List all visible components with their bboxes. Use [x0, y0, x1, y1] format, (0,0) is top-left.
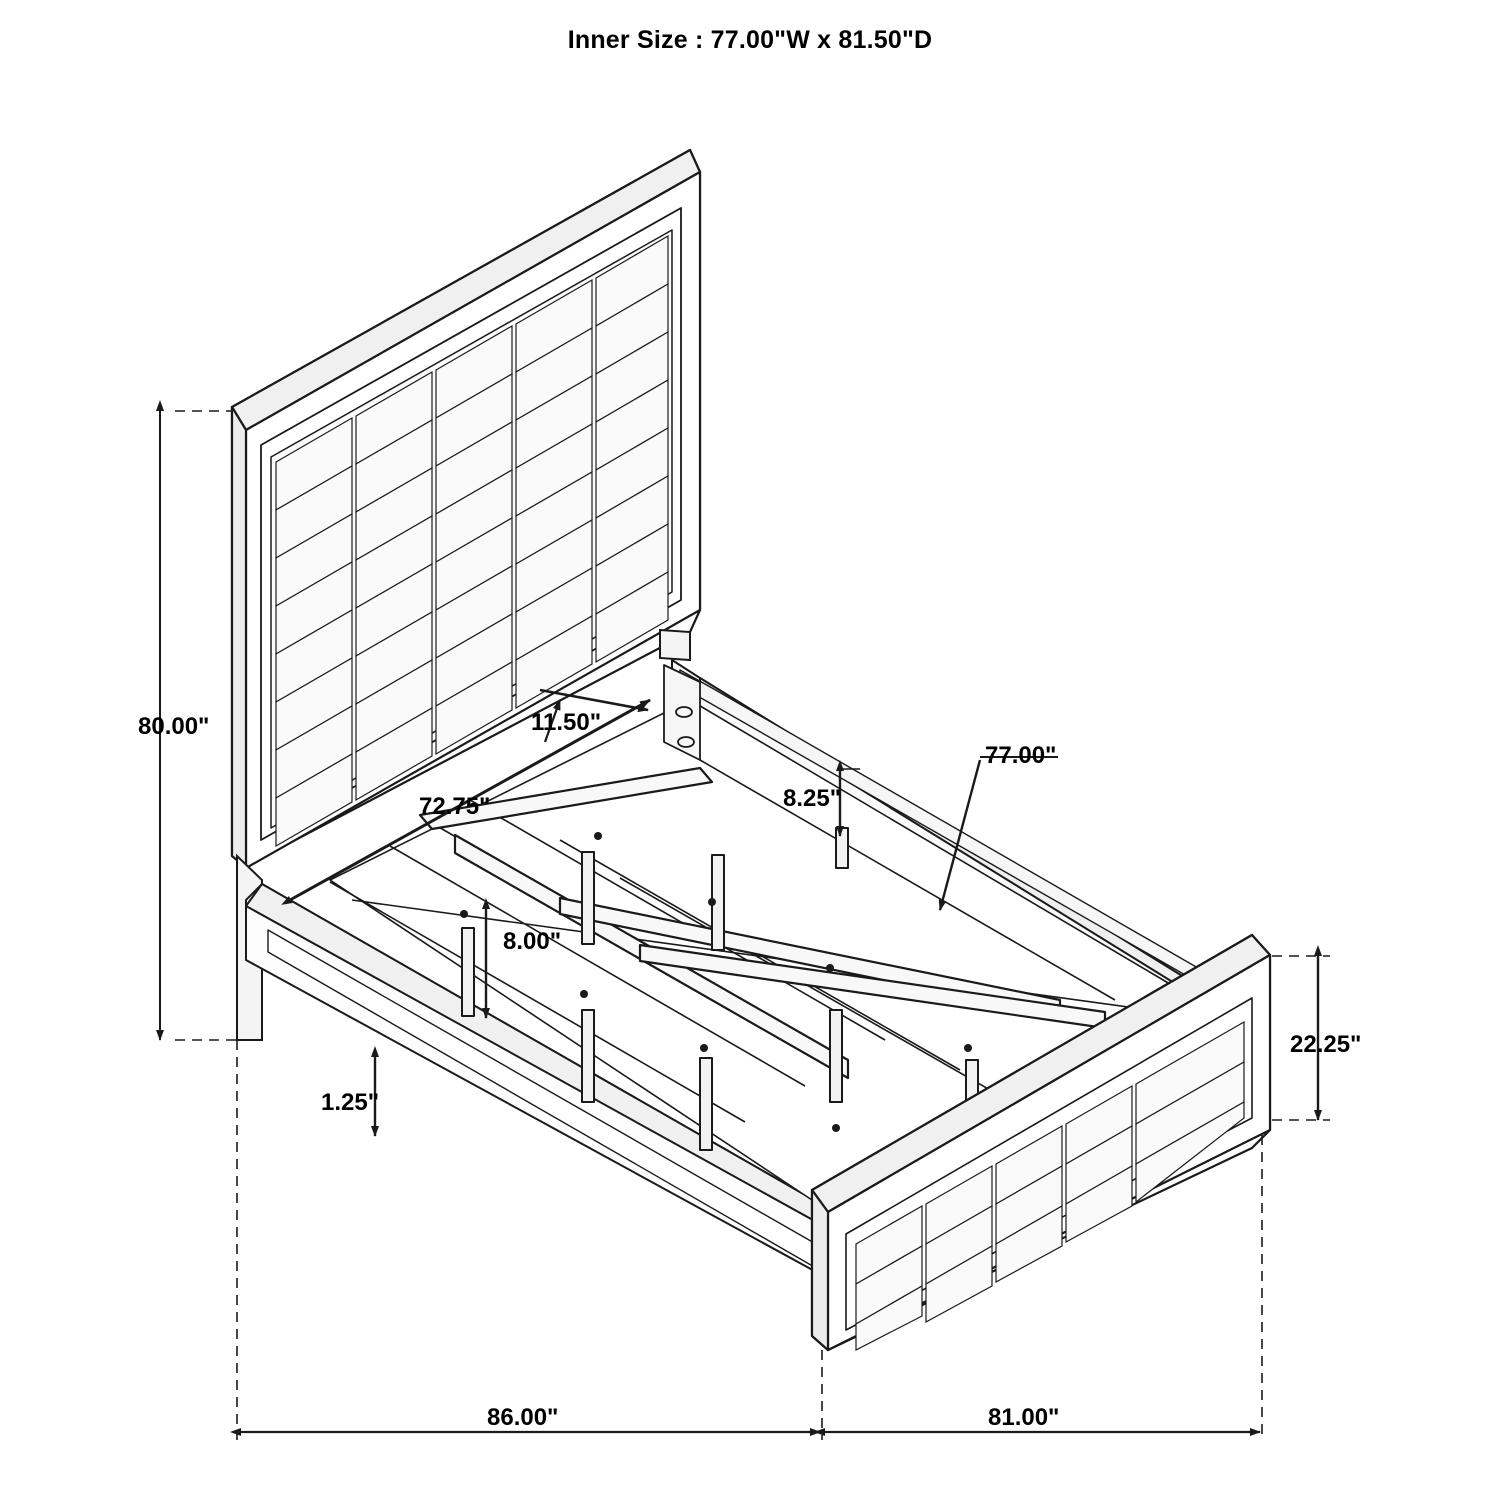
dimension-label-height-80: 80.00" — [138, 713, 210, 740]
dimension-label-rail-height: 8.25" — [783, 785, 842, 812]
dimension-label-overall-width: 81.00" — [988, 1404, 1060, 1431]
dimension-label-headboard-clearance: 11.50" — [531, 709, 602, 736]
dimension-label-slat-height: 8.00" — [503, 928, 562, 955]
dimension-label-panel-width: 72.75" — [419, 793, 491, 820]
dimension-label-rail-width: 77.00" — [985, 742, 1057, 769]
dimension-label-overall-length: 86.00" — [487, 1404, 559, 1431]
dimension-label-rail-thickness: 1.25" — [321, 1089, 380, 1116]
page-title: Inner Size : 77.00"W x 81.50"D — [567, 26, 933, 54]
dimension-label-footboard-height: 22.25" — [1290, 1031, 1362, 1058]
